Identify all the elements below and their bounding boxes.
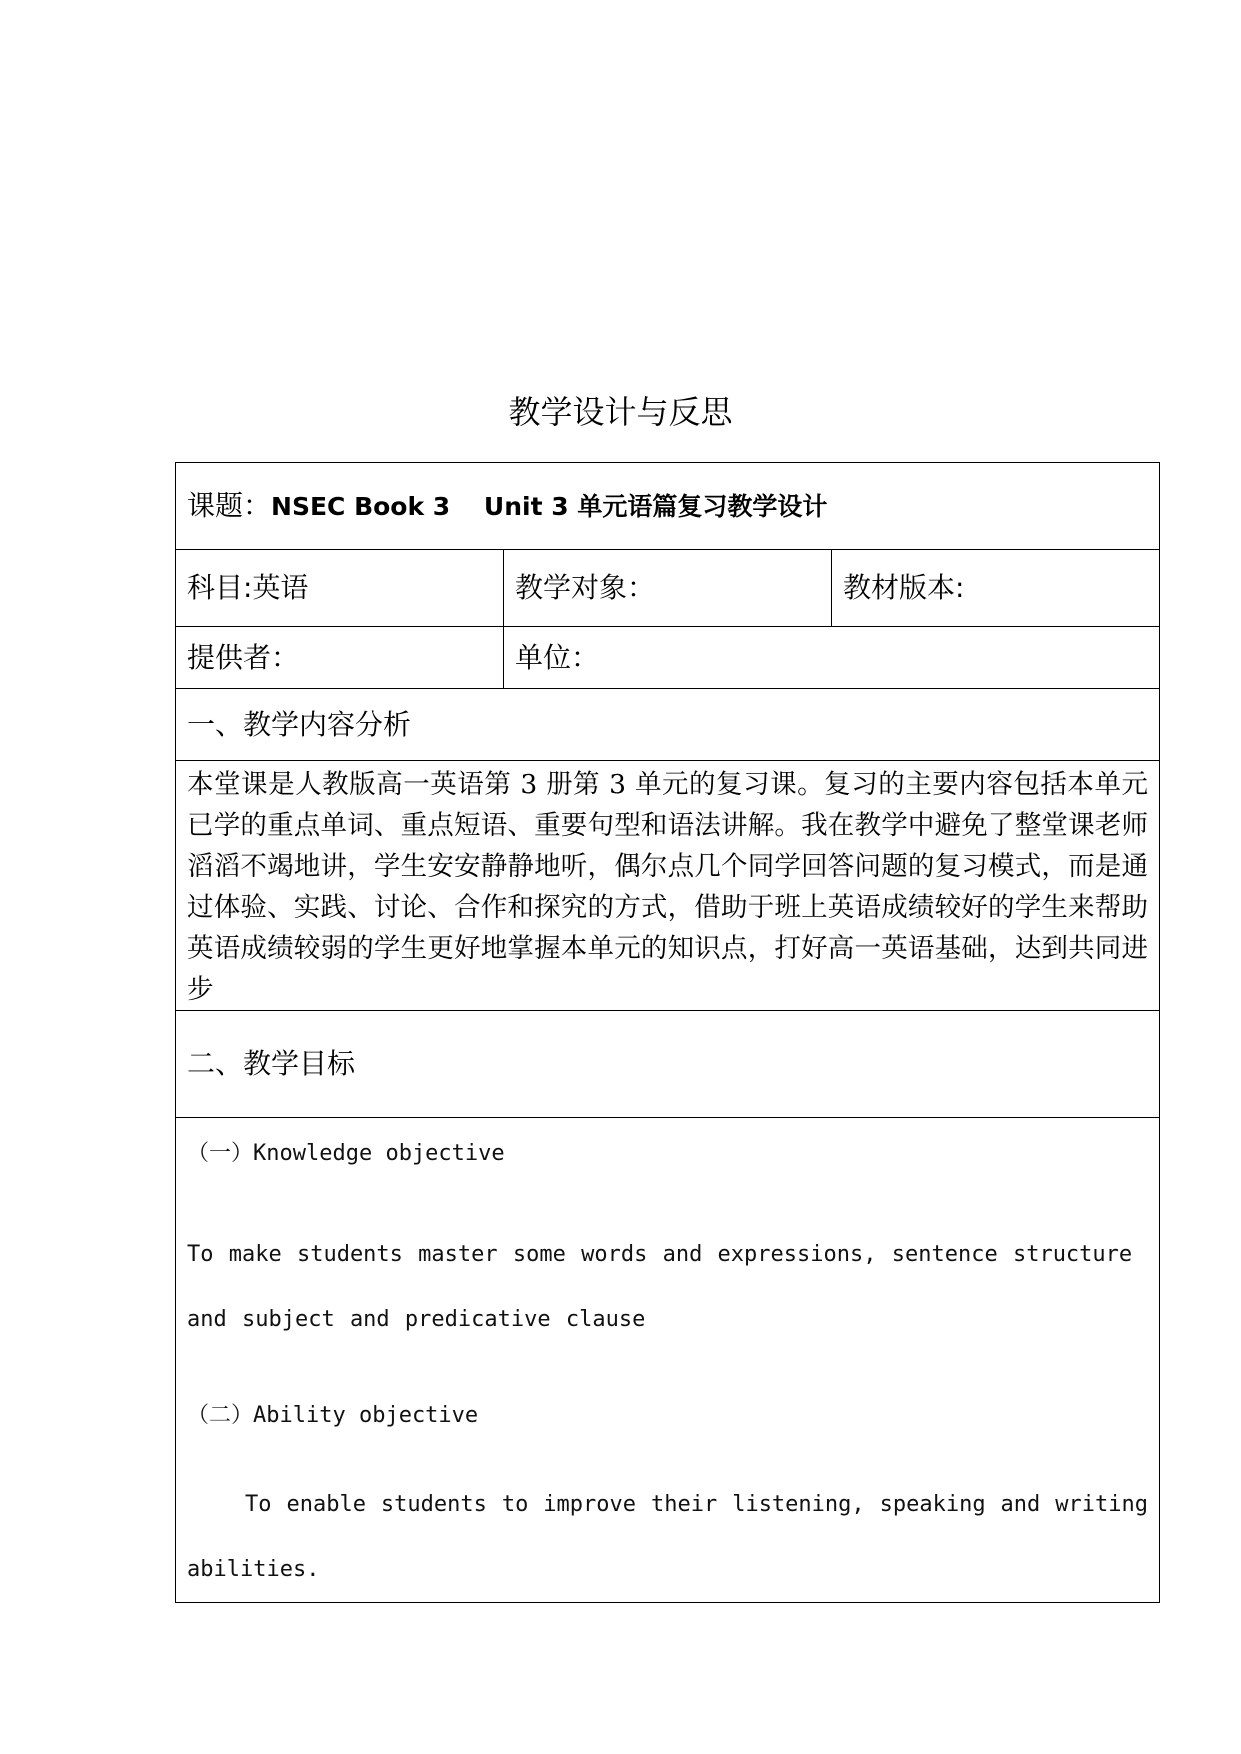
topic-value: NSEC Book 3 Unit 3 单元语篇复习教学设计	[271, 491, 828, 521]
section1-body-cell	[176, 761, 1160, 1011]
objectives-block	[187, 1136, 1148, 1602]
content-analysis-text: 本堂课是人教版高一英语第 3 册第 3 单元的复习课。复习的主要内容包括本单元已学的重点单词、重点短语、重要句型和语法讲解。我在教学中避免了整堂课老师滔滔不竭地讲，学生安安静静地听，偶尔点几个同学回答问题的复习模式，而是通过体验、实践、讨论、合作和探究的方式，借助于班上英语成绩较好的学生来帮助英语成绩较弱的学生更好地掌握本单元的知识点，打好高一英语基础，达到共同进步	[187, 769, 1148, 1005]
ability-objective-heading: （二）Ability objective	[187, 1403, 479, 1428]
ability-objective-text: To enable students to improve their listening, speaking and writing abilities.	[187, 1492, 1148, 1582]
section1-heading-row	[176, 689, 1160, 761]
subject-cell: 科目:英语	[176, 550, 504, 627]
objectives-row	[176, 1118, 1160, 1603]
document-title: 教学设计与反思	[508, 393, 733, 431]
topic-cell	[176, 463, 1160, 550]
topic-label: 课题：	[187, 488, 272, 522]
unit-cell: 单位：	[504, 627, 1160, 689]
provider-row	[176, 627, 1160, 689]
section2-heading: 二、教学目标	[176, 1011, 1160, 1118]
provider-cell: 提供者：	[176, 627, 504, 689]
section1-heading: 一、教学内容分析	[176, 689, 1160, 761]
knowledge-objective-heading: （一）Knowledge objective	[187, 1141, 505, 1166]
objectives-cell	[176, 1118, 1160, 1603]
section2-heading-row	[176, 1011, 1160, 1118]
audience-cell: 教学对象：	[504, 550, 832, 627]
section1-body-row	[176, 761, 1160, 1011]
knowledge-objective-text: To make students master some words and expressions, sentence structure and subject and predicative clause	[187, 1242, 1133, 1332]
lesson-design-form	[175, 462, 1160, 1603]
topic-row	[176, 463, 1160, 550]
textbook-version-cell: 教材版本:	[832, 550, 1160, 627]
meta-row	[176, 550, 1160, 627]
